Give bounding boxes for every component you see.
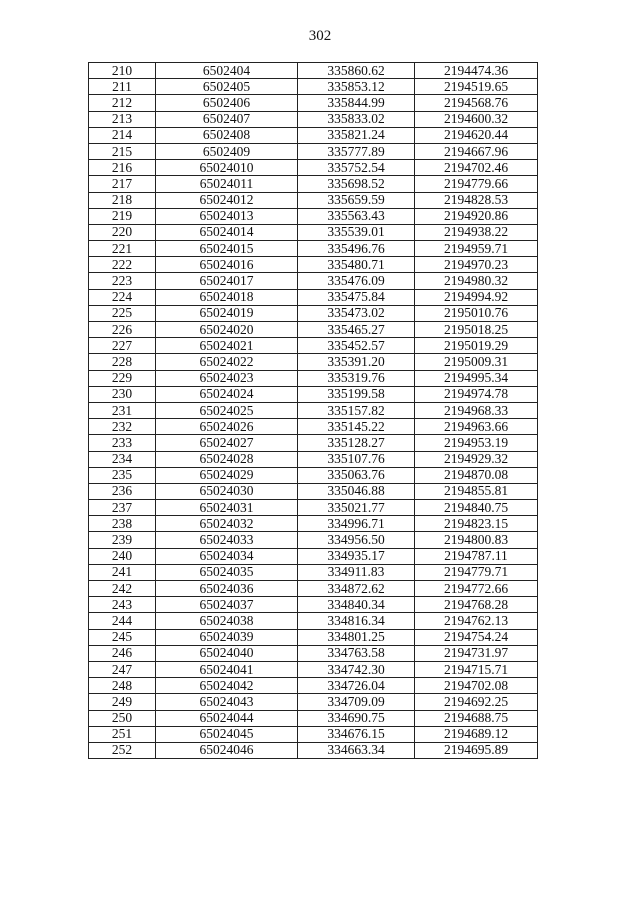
table-body [89,63,538,759]
row-index-cell: 218 [89,192,156,208]
x-coordinate-cell: 335128.27 [298,435,415,451]
table-row [89,127,538,143]
table-row [89,661,538,677]
point-id-cell: 65024013 [156,208,298,224]
point-id-cell: 65024031 [156,500,298,516]
table-row [89,354,538,370]
row-index-cell: 225 [89,305,156,321]
row-index-cell: 237 [89,500,156,516]
point-id-cell: 65024033 [156,532,298,548]
row-index-cell: 235 [89,467,156,483]
y-coordinate-cell: 2194953.19 [415,435,538,451]
row-index-cell: 219 [89,208,156,224]
row-index-cell: 226 [89,322,156,338]
row-index-cell: 251 [89,726,156,742]
point-id-cell: 6502408 [156,127,298,143]
x-coordinate-cell: 335821.24 [298,127,415,143]
x-coordinate-cell: 335452.57 [298,338,415,354]
row-index-cell: 231 [89,402,156,418]
y-coordinate-cell: 2194974.78 [415,386,538,402]
y-coordinate-cell: 2194600.32 [415,111,538,127]
table-row [89,597,538,613]
table-row [89,613,538,629]
x-coordinate-cell: 335698.52 [298,176,415,192]
point-id-cell: 65024030 [156,483,298,499]
table-row [89,273,538,289]
x-coordinate-cell: 335391.20 [298,354,415,370]
y-coordinate-cell: 2194823.15 [415,516,538,532]
table-row [89,322,538,338]
y-coordinate-cell: 2194754.24 [415,629,538,645]
x-coordinate-cell: 334709.09 [298,694,415,710]
y-coordinate-cell: 2194702.08 [415,678,538,694]
point-id-cell: 65024034 [156,548,298,564]
y-coordinate-cell: 2194938.22 [415,224,538,240]
table-row [89,500,538,516]
table-row [89,516,538,532]
table-row [89,629,538,645]
y-coordinate-cell: 2194995.34 [415,370,538,386]
point-id-cell: 6502405 [156,79,298,95]
point-id-cell: 65024016 [156,257,298,273]
point-id-cell: 65024025 [156,402,298,418]
y-coordinate-cell: 2195010.76 [415,305,538,321]
y-coordinate-cell: 2194855.81 [415,483,538,499]
row-index-cell: 248 [89,678,156,694]
x-coordinate-cell: 335496.76 [298,241,415,257]
point-id-cell: 65024040 [156,645,298,661]
x-coordinate-cell: 335021.77 [298,500,415,516]
x-coordinate-cell: 335319.76 [298,370,415,386]
point-id-cell: 65024045 [156,726,298,742]
row-index-cell: 227 [89,338,156,354]
table-row [89,338,538,354]
point-id-cell: 65024029 [156,467,298,483]
x-coordinate-cell: 335480.71 [298,257,415,273]
x-coordinate-cell: 335777.89 [298,143,415,159]
page-number: 302 [308,28,332,44]
point-id-cell: 65024011 [156,176,298,192]
y-coordinate-cell: 2194968.33 [415,402,538,418]
row-index-cell: 223 [89,273,156,289]
point-id-cell: 65024042 [156,678,298,694]
point-id-cell: 65024018 [156,289,298,305]
y-coordinate-cell: 2194970.23 [415,257,538,273]
row-index-cell: 213 [89,111,156,127]
table-row [89,370,538,386]
x-coordinate-cell: 335199.58 [298,386,415,402]
row-index-cell: 232 [89,419,156,435]
y-coordinate-cell: 2194980.32 [415,273,538,289]
y-coordinate-cell: 2194519.65 [415,79,538,95]
point-id-cell: 65024022 [156,354,298,370]
x-coordinate-cell: 334816.34 [298,613,415,629]
y-coordinate-cell: 2194620.44 [415,127,538,143]
y-coordinate-cell: 2194828.53 [415,192,538,208]
row-index-cell: 244 [89,613,156,629]
table-row [89,79,538,95]
point-id-cell: 65024027 [156,435,298,451]
x-coordinate-cell: 334690.75 [298,710,415,726]
row-index-cell: 211 [89,79,156,95]
point-id-cell: 6502407 [156,111,298,127]
y-coordinate-cell: 2194715.71 [415,661,538,677]
y-coordinate-cell: 2194787.11 [415,548,538,564]
row-index-cell: 220 [89,224,156,240]
x-coordinate-cell: 334911.83 [298,564,415,580]
point-id-cell: 65024019 [156,305,298,321]
x-coordinate-cell: 335063.76 [298,467,415,483]
x-coordinate-cell: 335853.12 [298,79,415,95]
table-row [89,63,538,79]
table-row [89,257,538,273]
table-row [89,176,538,192]
point-id-cell: 65024017 [156,273,298,289]
row-index-cell: 247 [89,661,156,677]
point-id-cell: 65024010 [156,160,298,176]
table-row [89,532,538,548]
table-row [89,143,538,159]
point-id-cell: 65024046 [156,742,298,758]
point-id-cell: 65024036 [156,581,298,597]
y-coordinate-cell: 2194692.25 [415,694,538,710]
table-row [89,192,538,208]
x-coordinate-cell: 335860.62 [298,63,415,79]
x-coordinate-cell: 334956.50 [298,532,415,548]
row-index-cell: 228 [89,354,156,370]
y-coordinate-cell: 2194689.12 [415,726,538,742]
x-coordinate-cell: 334801.25 [298,629,415,645]
point-id-cell: 65024014 [156,224,298,240]
point-id-cell: 65024026 [156,419,298,435]
point-id-cell: 65024023 [156,370,298,386]
point-id-cell: 6502404 [156,63,298,79]
row-index-cell: 222 [89,257,156,273]
row-index-cell: 221 [89,241,156,257]
row-index-cell: 238 [89,516,156,532]
point-id-cell: 65024012 [156,192,298,208]
table-row [89,581,538,597]
x-coordinate-cell: 335563.43 [298,208,415,224]
row-index-cell: 210 [89,63,156,79]
y-coordinate-cell: 2194731.97 [415,645,538,661]
y-coordinate-cell: 2194772.66 [415,581,538,597]
point-id-cell: 65024032 [156,516,298,532]
y-coordinate-cell: 2194870.08 [415,467,538,483]
row-index-cell: 216 [89,160,156,176]
table-row [89,305,538,321]
y-coordinate-cell: 2194768.28 [415,597,538,613]
coordinates-table [88,62,538,759]
table-row [89,710,538,726]
table-row [89,726,538,742]
point-id-cell: 65024020 [156,322,298,338]
y-coordinate-cell: 2194474.36 [415,63,538,79]
row-index-cell: 217 [89,176,156,192]
table-row [89,742,538,758]
table-row [89,208,538,224]
y-coordinate-cell: 2195018.25 [415,322,538,338]
table-row [89,95,538,111]
x-coordinate-cell: 335659.59 [298,192,415,208]
row-index-cell: 212 [89,95,156,111]
table-row [89,386,538,402]
table-row [89,160,538,176]
row-index-cell: 242 [89,581,156,597]
y-coordinate-cell: 2194840.75 [415,500,538,516]
point-id-cell: 65024024 [156,386,298,402]
y-coordinate-cell: 2194702.46 [415,160,538,176]
row-index-cell: 229 [89,370,156,386]
x-coordinate-cell: 334996.71 [298,516,415,532]
row-index-cell: 224 [89,289,156,305]
row-index-cell: 241 [89,564,156,580]
x-coordinate-cell: 335475.84 [298,289,415,305]
point-id-cell: 65024041 [156,661,298,677]
table-row [89,548,538,564]
point-id-cell: 65024035 [156,564,298,580]
x-coordinate-cell: 334663.34 [298,742,415,758]
x-coordinate-cell: 335145.22 [298,419,415,435]
point-id-cell: 65024044 [156,710,298,726]
point-id-cell: 65024039 [156,629,298,645]
y-coordinate-cell: 2194779.71 [415,564,538,580]
table-row [89,241,538,257]
x-coordinate-cell: 335107.76 [298,451,415,467]
x-coordinate-cell: 334840.34 [298,597,415,613]
y-coordinate-cell: 2194762.13 [415,613,538,629]
table-row [89,467,538,483]
y-coordinate-cell: 2194568.76 [415,95,538,111]
table-row [89,111,538,127]
x-coordinate-cell: 335465.27 [298,322,415,338]
x-coordinate-cell: 335476.09 [298,273,415,289]
table-row [89,289,538,305]
point-id-cell: 6502409 [156,143,298,159]
table-row [89,694,538,710]
point-id-cell: 65024015 [156,241,298,257]
y-coordinate-cell: 2194779.66 [415,176,538,192]
x-coordinate-cell: 335752.54 [298,160,415,176]
y-coordinate-cell: 2195019.29 [415,338,538,354]
y-coordinate-cell: 2194695.89 [415,742,538,758]
point-id-cell: 65024043 [156,694,298,710]
y-coordinate-cell: 2194920.86 [415,208,538,224]
row-index-cell: 230 [89,386,156,402]
row-index-cell: 246 [89,645,156,661]
y-coordinate-cell: 2194959.71 [415,241,538,257]
row-index-cell: 215 [89,143,156,159]
row-index-cell: 214 [89,127,156,143]
row-index-cell: 236 [89,483,156,499]
y-coordinate-cell: 2195009.31 [415,354,538,370]
x-coordinate-cell: 334872.62 [298,581,415,597]
table-row [89,402,538,418]
table-row [89,435,538,451]
x-coordinate-cell: 335046.88 [298,483,415,499]
point-id-cell: 65024028 [156,451,298,467]
x-coordinate-cell: 335157.82 [298,402,415,418]
x-coordinate-cell: 335844.99 [298,95,415,111]
row-index-cell: 239 [89,532,156,548]
point-id-cell: 65024038 [156,613,298,629]
y-coordinate-cell: 2194994.92 [415,289,538,305]
table-row [89,483,538,499]
row-index-cell: 249 [89,694,156,710]
row-index-cell: 250 [89,710,156,726]
point-id-cell: 65024037 [156,597,298,613]
y-coordinate-cell: 2194963.66 [415,419,538,435]
x-coordinate-cell: 334742.30 [298,661,415,677]
x-coordinate-cell: 334763.58 [298,645,415,661]
row-index-cell: 245 [89,629,156,645]
y-coordinate-cell: 2194688.75 [415,710,538,726]
row-index-cell: 234 [89,451,156,467]
table-row [89,645,538,661]
table-row [89,451,538,467]
y-coordinate-cell: 2194929.32 [415,451,538,467]
table-row [89,419,538,435]
x-coordinate-cell: 334726.04 [298,678,415,694]
row-index-cell: 243 [89,597,156,613]
y-coordinate-cell: 2194667.96 [415,143,538,159]
table-row [89,678,538,694]
table-row [89,224,538,240]
x-coordinate-cell: 335539.01 [298,224,415,240]
table-row [89,564,538,580]
y-coordinate-cell: 2194800.83 [415,532,538,548]
x-coordinate-cell: 334935.17 [298,548,415,564]
row-index-cell: 252 [89,742,156,758]
row-index-cell: 233 [89,435,156,451]
point-id-cell: 6502406 [156,95,298,111]
point-id-cell: 65024021 [156,338,298,354]
x-coordinate-cell: 335833.02 [298,111,415,127]
x-coordinate-cell: 335473.02 [298,305,415,321]
row-index-cell: 240 [89,548,156,564]
x-coordinate-cell: 334676.15 [298,726,415,742]
